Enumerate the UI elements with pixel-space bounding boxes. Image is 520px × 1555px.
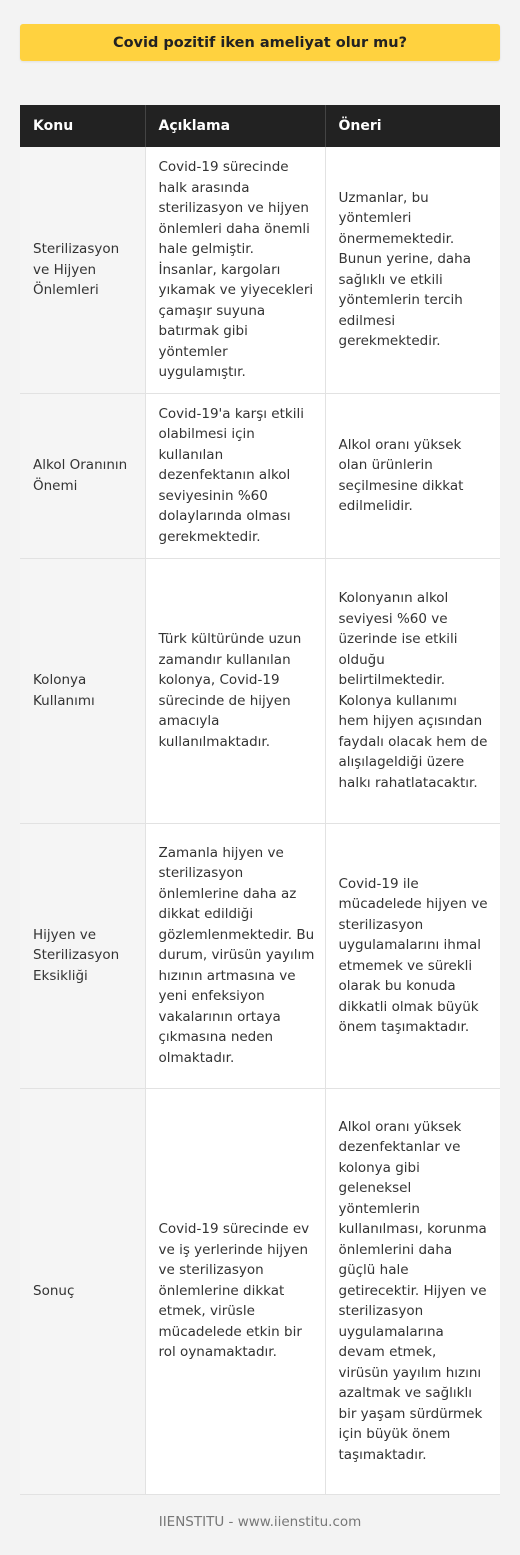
table-row: [20, 1088, 500, 1494]
cell-aciklama: Covid-19 sürecinde ev ve iş yerlerinde hijyen ve sterilizasyon önlemlerine dikkat etmek, virüsle mücadelede etkin bir rol oynamaktadır.: [145, 1088, 325, 1494]
header-oneri: Öneri: [325, 105, 500, 147]
cell-oneri: Kolonyanın alkol seviyesi %60 ve üzerinde ise etkili olduğu belirtilmektedir. Kolonya kullanımı hem hijyen açısından faydalı olacak hem de alışılageldiği üzere halkı rahatlatacaktır.: [325, 558, 500, 823]
cell-aciklama: Türk kültüründe uzun zamandır kullanılan kolonya, Covid-19 sürecinde de hijyen amacıyla kullanılmaktadır.: [145, 558, 325, 823]
cell-konu: Kolonya Kullanımı: [20, 558, 145, 823]
cell-aciklama: Covid-19 sürecinde halk arasında sterilizasyon ve hijyen önlemleri daha önemli hale gelmiştir. İnsanlar, kargoları yıkamak ve yiyecekleri çamaşır suyuna batırmak gibi yöntemler uygulamıştır.: [145, 147, 325, 393]
cell-aciklama: Covid-19'a karşı etkili olabilmesi için kullanılan dezenfektanın alkol seviyesinin %60 dolaylarında olması gerekmektedir.: [145, 393, 325, 558]
cell-konu: Sonuç: [20, 1088, 145, 1494]
footer-credit: IIENSTITU - www.iienstitu.com: [158, 1514, 362, 1530]
cell-konu: Sterilizasyon ve Hijyen Önlemleri: [20, 147, 145, 393]
cell-konu: Alkol Oranının Önemi: [20, 393, 145, 558]
info-table: [20, 105, 500, 1495]
cell-oneri: Uzmanlar, bu yöntemleri önermemektedir. Bunun yerine, daha sağlıklı ve etkili yöntemlerin tercih edilmesi gerekmektedir.: [325, 147, 500, 393]
cell-aciklama: Zamanla hijyen ve sterilizasyon önlemlerine daha az dikkat edildiği gözlemlenmektedir. Bu durum, virüsün yayılım hızının artmasına ve yeni enfeksiyon vakalarının ortaya çıkmasına neden olmaktadır.: [145, 823, 325, 1088]
table-row: [20, 393, 500, 558]
table-row: [20, 558, 500, 823]
header-konu: Konu: [20, 105, 145, 147]
header-aciklama: Açıklama: [145, 105, 325, 147]
page-title: Covid pozitif iken ameliyat olur mu?: [20, 24, 500, 61]
table-row: [20, 147, 500, 393]
cell-konu: Hijyen ve Sterilizasyon Eksikliği: [20, 823, 145, 1088]
cell-oneri: Alkol oranı yüksek dezenfektanlar ve kolonya gibi geleneksel yöntemlerin kullanılması, korunma önlemlerini daha güçlü hale getirecektir. Hijyen ve sterilizasyon uygulamalarına devam etmek, virüsün yayılım hızını azaltmak ve sağlıklı bir yaşam sürdürmek için büyük önem taşımaktadır.: [325, 1088, 500, 1494]
cell-oneri: Covid-19 ile mücadelede hijyen ve sterilizasyon uygulamalarını ihmal etmemek ve sürekli olarak bu konuda dikkatli olmak büyük önem taşımaktadır.: [325, 823, 500, 1088]
cell-oneri: Alkol oranı yüksek olan ürünlerin seçilmesine dikkat edilmelidir.: [325, 393, 500, 558]
table-header-row: [20, 105, 500, 147]
table-row: [20, 823, 500, 1088]
